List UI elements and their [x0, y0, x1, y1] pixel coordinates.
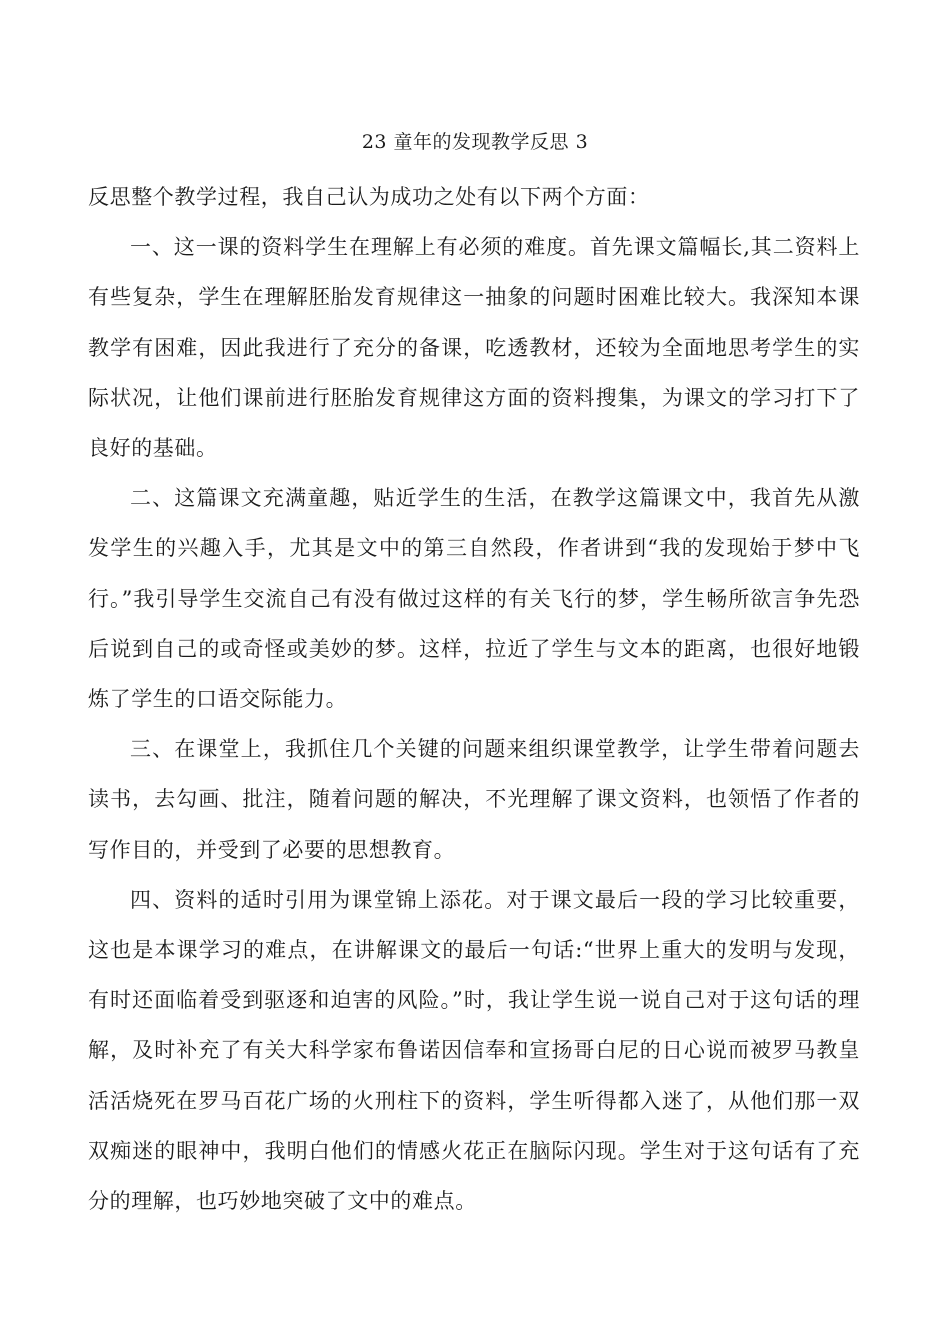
paragraph-1: 一、这一课的资料学生在理解上有必须的难度。首先课文篇幅长,其二资料上有些复杂，学生在理解胚胎发育规律这一抽象的问题时困难比较大。我深知本课教学有困难，因此我进行了充分的备课，吃透教材，还较为全面地思考学生的实际状况，让他们课前进行胚胎发育规律这方面的资料搜集，为课文的学习打下了良好的基础。 [88, 235, 860, 461]
paragraph-4: 四、资料的适时引用为课堂锦上添花。对于课文最后一段的学习比较重要，这也是本课学习的难点，在讲解课文的最后一句话:“世界上重大的发明与发现，有时还面临着受到驱逐和迫害的风险。”时，我让学生说一说自己对于这句话的理解，及时补充了有关大科学家布鲁诺因信奉和宣扬哥白尼的日心说而被罗马教皇活活烧死在罗马百花广场的火刑柱下的资料，学生听得都入迷了，从他们那一双双痴迷的眼神中，我明白他们的情感火花正在脑际闪现。学生对于这句话有了充分的理解，也巧妙地突破了文中的难点。 [88, 887, 860, 1214]
intro-paragraph: 反思整个教学过程，我自己认为成功之处有以下两个方面： [88, 185, 650, 209]
paragraph-3: 三、在课堂上，我抓住几个关键的问题来组织课堂教学，让学生带着问题去读书，去勾画、批注，随着问题的解决，不光理解了课文资料，也领悟了作者的写作目的，并受到了必要的思想教育。 [88, 737, 860, 862]
paragraph-2: 二、这篇课文充满童趣，贴近学生的生活，在教学这篇课文中，我首先从激发学生的兴趣入手，尤其是文中的第三自然段，作者讲到“我的发现始于梦中飞行。”我引导学生交流自己有没有做过这样的有关飞行的梦，学生畅所欲言争先恐后说到自己的或奇怪或美妙的梦。这样，拉近了学生与文本的距离，也很好地锻炼了学生的口语交际能力。 [88, 486, 860, 712]
document-title: 23 童年的发现教学反思 3 [361, 131, 589, 153]
document-body [88, 172, 860, 1226]
